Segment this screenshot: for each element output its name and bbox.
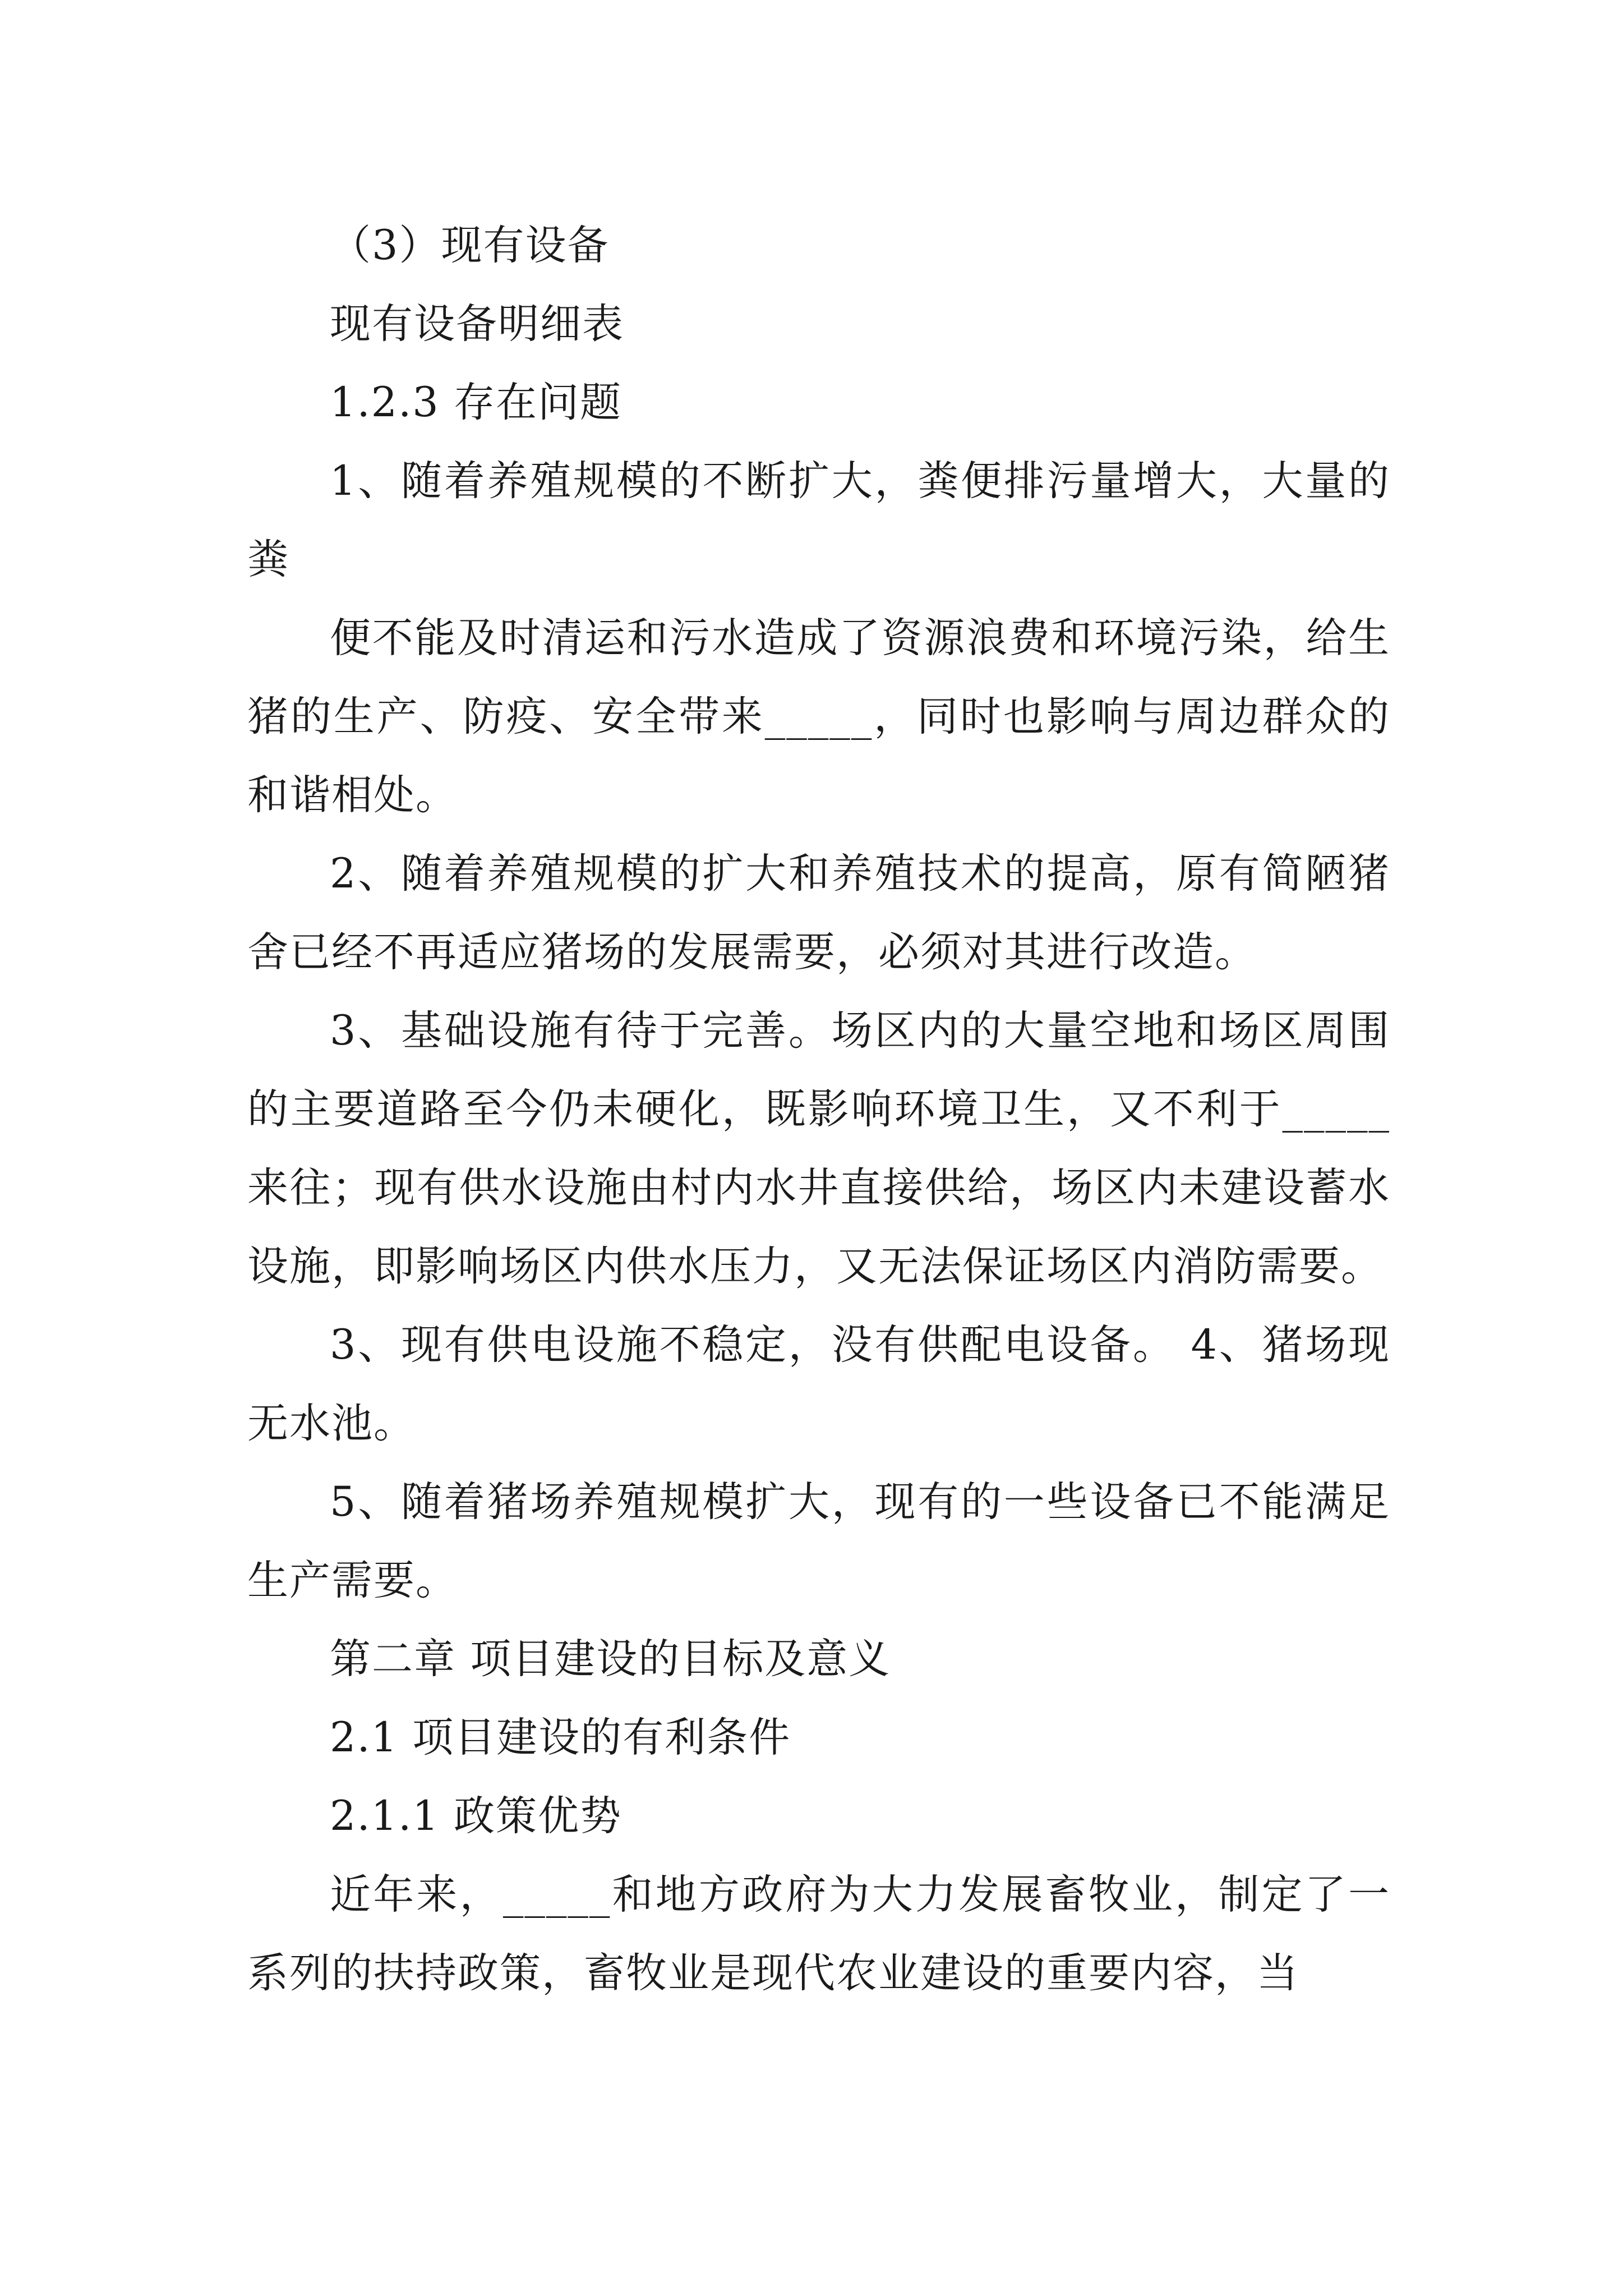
chapter-heading: 第二章 项目建设的目标及意义 [330,1635,891,1683]
paragraph: 5、随着猪场养殖规模扩大，现有的一些设备已不能满足生产需要。 [247,1478,1390,1604]
subheading-existing-equipment: （3）现有设备 [330,222,610,269]
paragraph: 3、现有供电设施不稳定，没有供配电设备。 4、猪场现无水池。 [247,1321,1390,1447]
subsection-heading: 2.1.1 政策优势 [330,1792,622,1840]
section-heading: 2.1 项目建设的有利条件 [330,1714,791,1761]
paragraph: 2、随着养殖规模的扩大和养殖技术的提高，原有简陋猪舍已经不再适应猪场的发展需要，必须对其进行改造。 [247,850,1390,976]
document-body [247,206,1390,2013]
paragraph: 3、基础设施有待于完善。场区内的大量空地和场区周围的主要道路至今仍未硬化，既影响环境卫生，又不利于_____来往；现有供水设施由村内水井直接供给，场区内未建设蓄水设施，即影响场区内供水压力，又无法保证场区内消防需要。 [247,1007,1390,1290]
paragraph: 便不能及时清运和污水造成了资源浪费和环境污染，给生猪的生产、防疫、安全带来_____，同时也影响与周边群众的和谐相处。 [247,614,1390,819]
paragraph: 近年来，_____和地方政府为大力发展畜牧业，制定了一系列的扶持政策，畜牧业是现代农业建设的重要内容，当 [247,1871,1390,1997]
paragraph: 1、随着养殖规模的不断扩大，粪便排污量增大，大量的粪 [247,457,1390,583]
section-heading-problems: 1.2.3 存在问题 [330,379,622,426]
table-caption: 现有设备明细表 [330,300,624,348]
